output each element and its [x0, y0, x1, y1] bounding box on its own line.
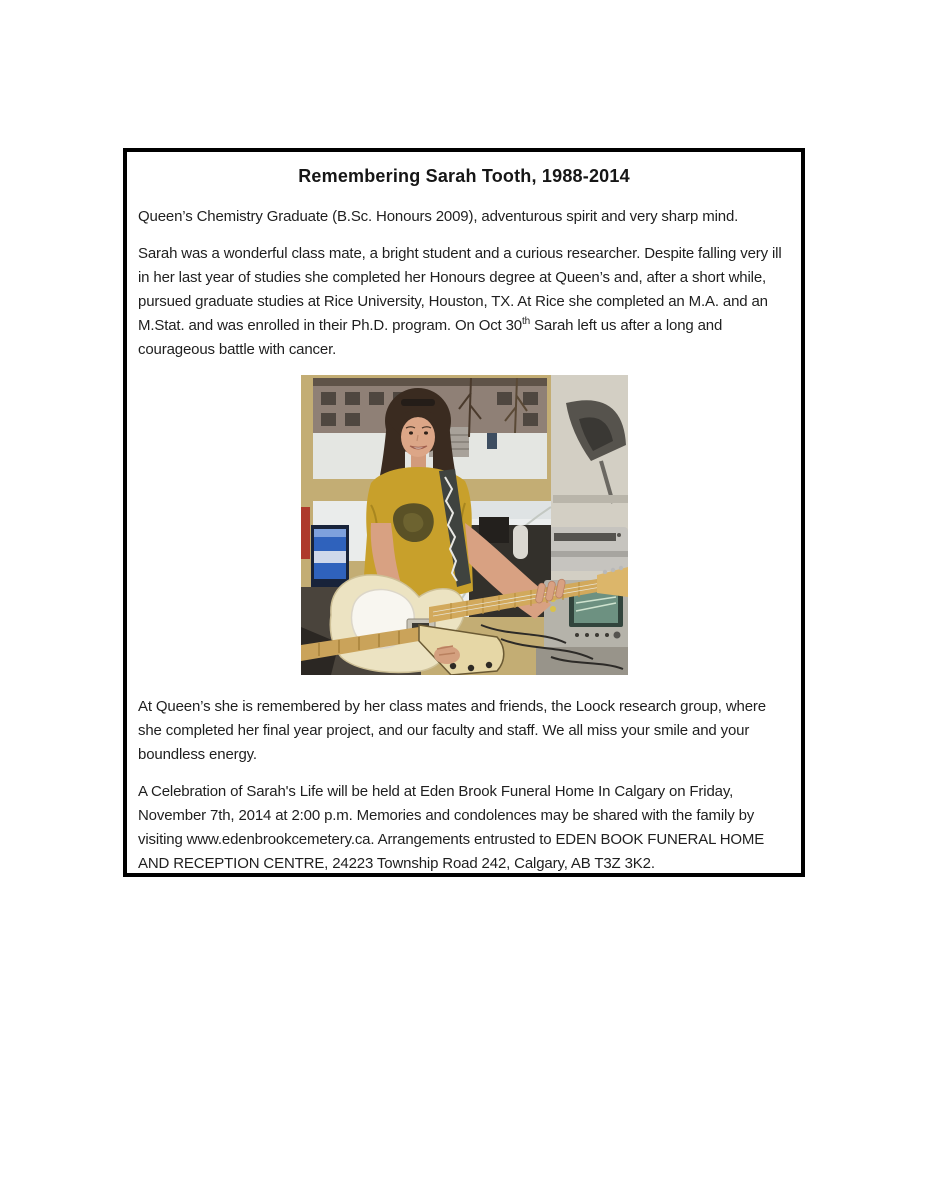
bio-text-before: Sarah was a wonderful class mate, a bright student and a curious researcher. Despite falling very ill in her last year of studies she completed her Honours degree at Queen’s and, after a short while, pursued graduate studies at Rice University, Houston, TX. At Rice she completed an M.A. and an M.Stat. and was enrolled in their Ph.D. program. On Oct 30 — [138, 245, 782, 334]
bio-paragraph — [138, 242, 790, 362]
bio-text-after: Sarah left us after a long and courageous battle with cancer. — [138, 317, 723, 358]
sarah-photo — [301, 375, 628, 675]
photo-monitor — [311, 525, 349, 587]
memorial-box — [123, 148, 805, 877]
ordinal-superscript: th — [521, 316, 531, 327]
page-title: Remembering Sarah Tooth, 1988-2014 — [298, 166, 630, 186]
celebration-paragraph: A Celebration of Sarah's Life will be held at Eden Brook Funeral Home In Calgary on Friday, November 7th, 2014 at 2:00 p.m. Memories and condolences may be shared with the family by visiting www.edenbrookcemetery.ca. Arrangements entrusted to EDEN BOOK FUNERAL HOME AND RECEPTION CENTRE, 24223 Township Road 242, Calgary, AB T3Z 3K2. — [138, 783, 765, 872]
intro-paragraph: Queen’s Chemistry Graduate (B.Sc. Honours 2009), adventurous spirit and very sharp mind. — [138, 208, 739, 225]
remembrance-paragraph: At Queen’s she is remembered by her class mates and friends, the Loock research group, where she completed her final year project, and our faculty and staff. We all miss your smile and your boundless energy. — [138, 698, 766, 763]
photo-printer — [548, 527, 628, 571]
